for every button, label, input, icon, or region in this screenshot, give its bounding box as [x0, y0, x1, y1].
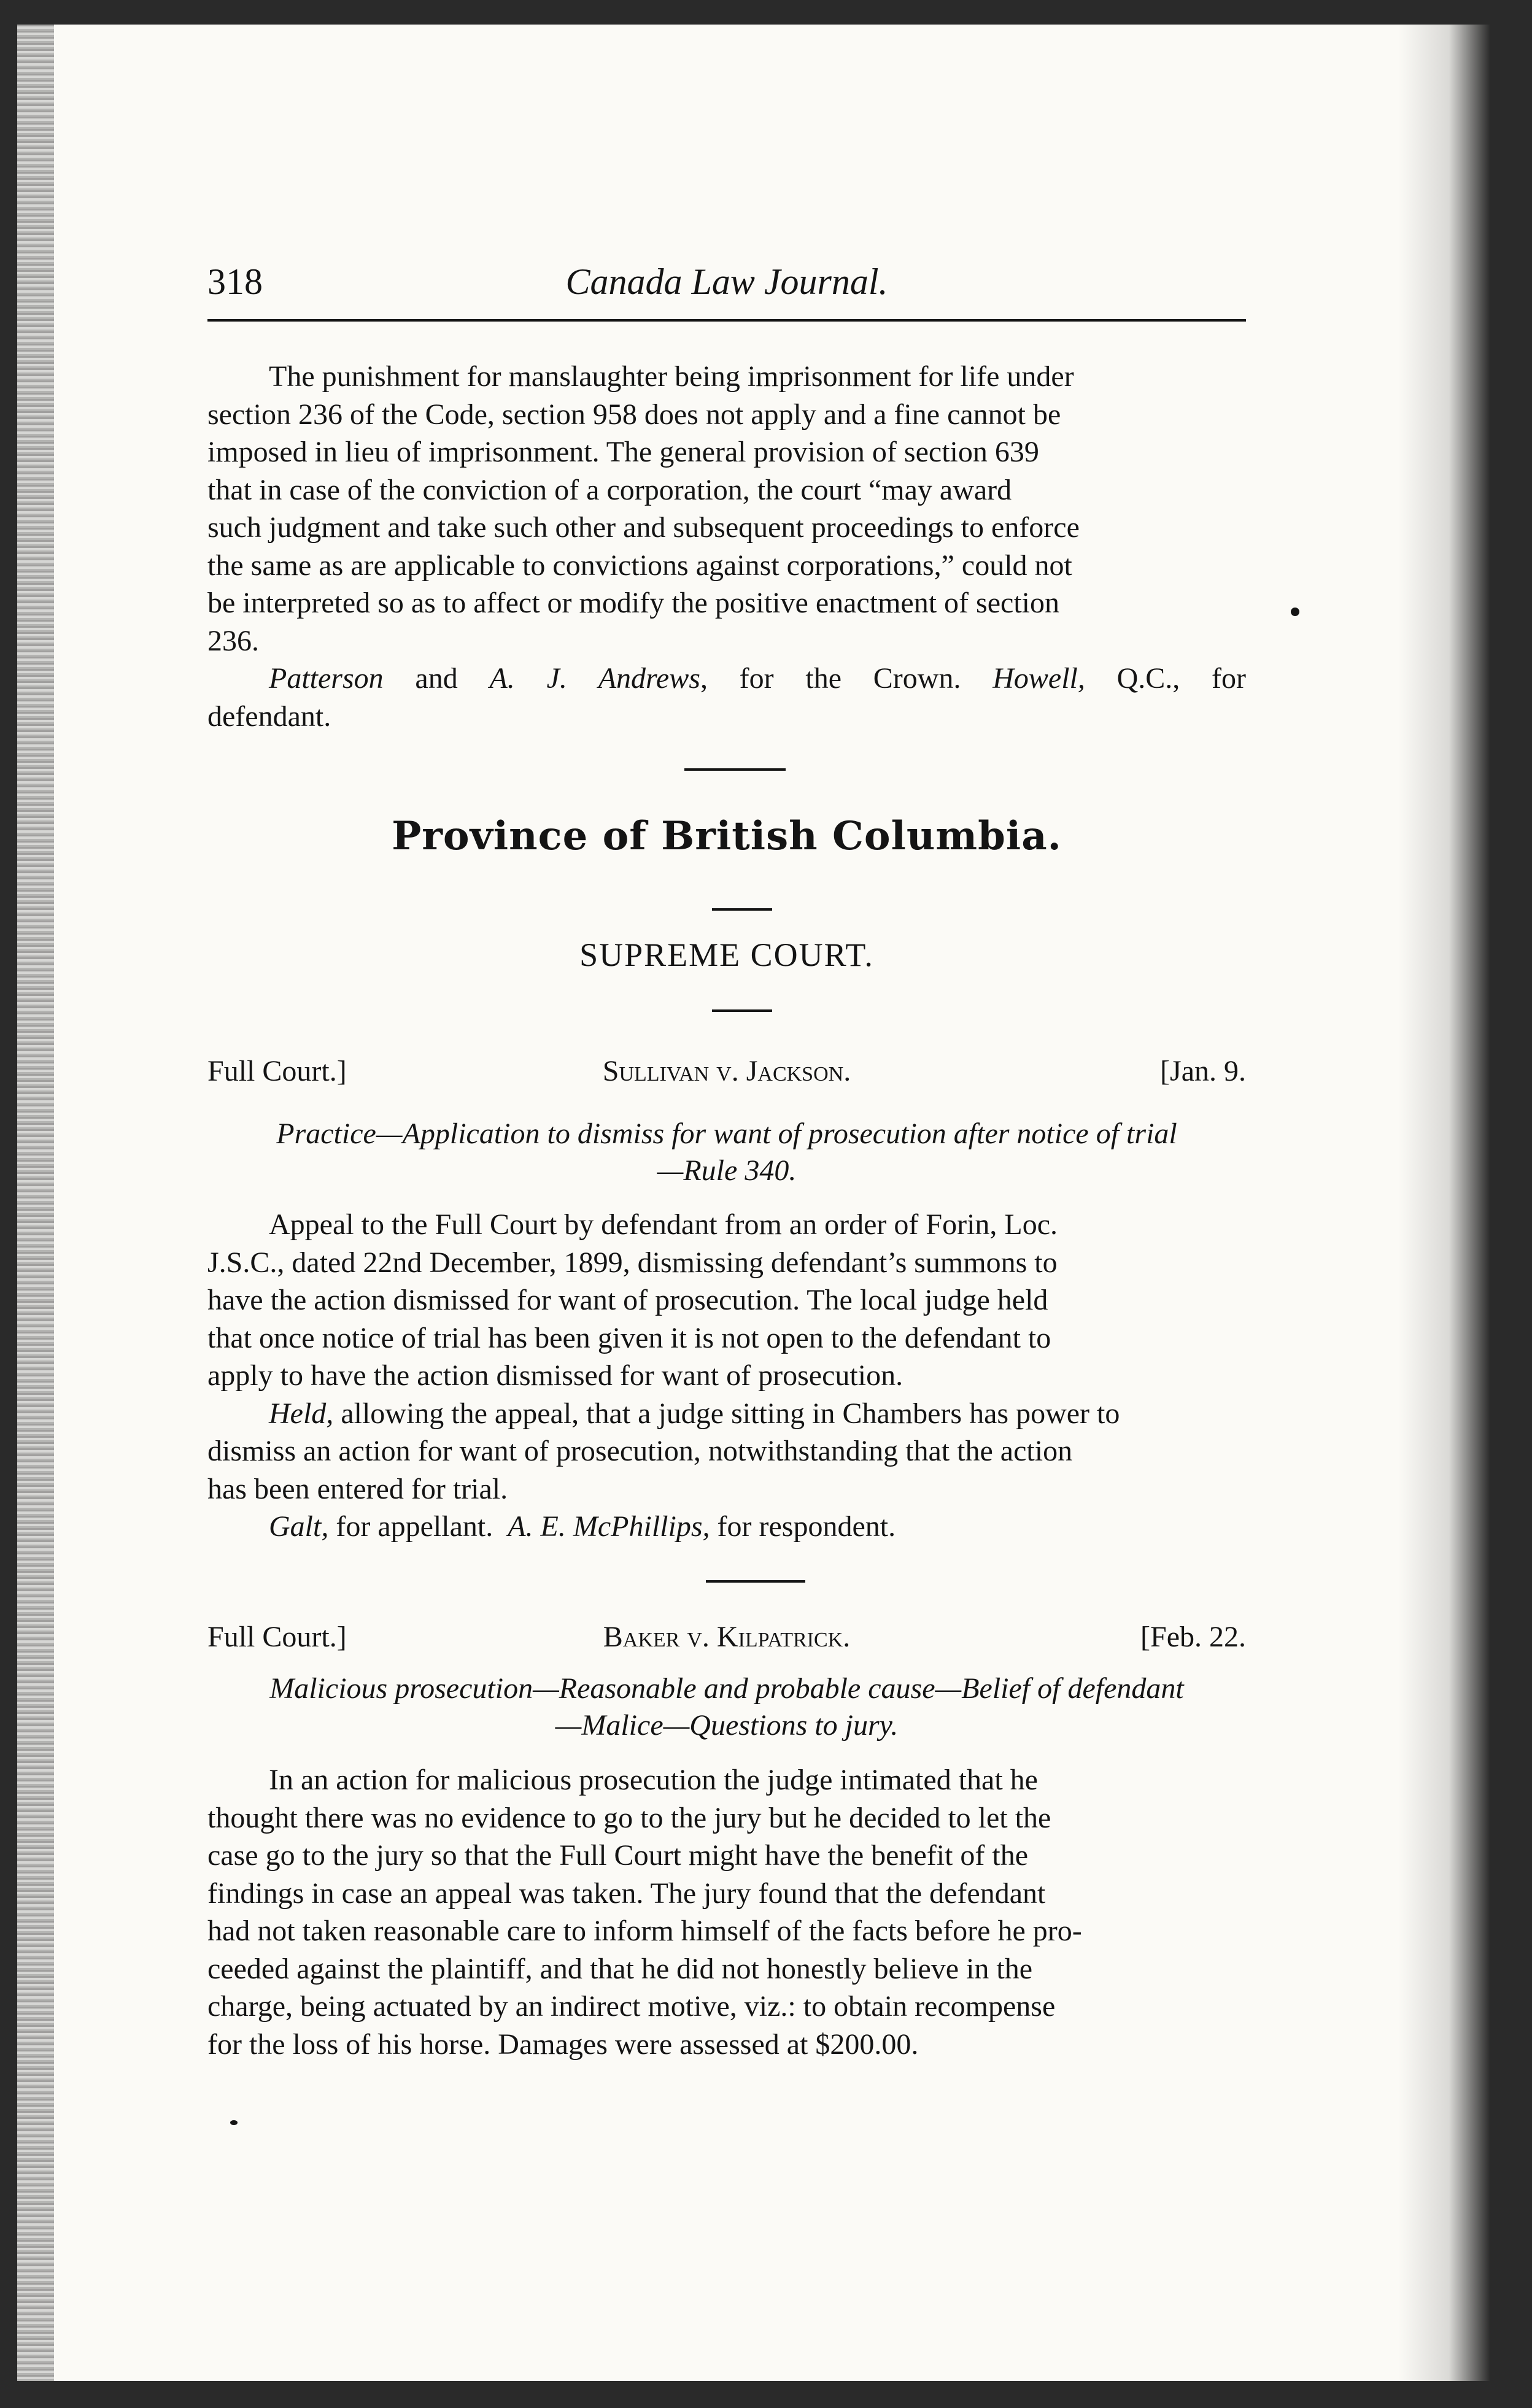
case-title: Sullivan v. Jackson. — [602, 1055, 851, 1087]
running-header — [207, 255, 1246, 322]
page-binding-edge — [17, 25, 54, 2381]
page-number: 318 — [207, 261, 263, 302]
section-divider — [706, 1580, 805, 1583]
subject-line: —Rule 340. — [657, 1154, 797, 1187]
section-divider — [684, 768, 786, 771]
section-divider — [712, 1009, 772, 1012]
case-date: [Feb. 22. — [1140, 1621, 1246, 1653]
scan-speck — [230, 2120, 238, 2125]
text-line: thought there was no evidence to go to the jury but he decided to let the — [207, 1801, 1051, 1834]
court-label: Full Court.] — [207, 1055, 347, 1087]
text-line: findings in case an appeal was taken. The jury found that the defendant — [207, 1877, 1046, 1910]
counsel-line — [207, 660, 1246, 698]
counsel-name: A. J. Andrews — [489, 662, 700, 695]
intro-paragraph — [207, 358, 1246, 735]
held-word: Held, — [269, 1397, 334, 1430]
case-subject — [207, 1116, 1246, 1189]
running-title: Canada Law Journal. — [565, 261, 888, 302]
text-line: has been entered for trial. — [207, 1472, 508, 1505]
counsel-text: Q.C., for — [1116, 662, 1247, 695]
court-label: Full Court.] — [207, 1621, 347, 1653]
text-line: be interpreted so as to affect or modify the positive enactment of section — [207, 587, 1059, 619]
text-line: imposed in lieu of imprisonment. The general provision of section 639 — [207, 436, 1039, 468]
subject-line: Malicious prosecution—Reasonable and probable cause—Belief of defendant — [269, 1672, 1184, 1705]
counsel-name: Galt, — [269, 1510, 329, 1543]
text-line: for the loss of his horse. Damages were assessed at $200.00. — [207, 2028, 919, 2061]
text-line: In an action for malicious prosecution the judge intimated that he — [269, 1764, 1038, 1796]
case-date: [Jan. 9. — [1160, 1055, 1246, 1087]
text-line: case go to the jury so that the Full Court might have the benefit of the — [207, 1839, 1029, 1872]
text-line: 236. — [207, 624, 259, 657]
scan-speck — [1291, 608, 1299, 616]
counsel-text: , for the Crown. — [700, 662, 961, 695]
text-line: the same as are applicable to convictions against corporations,” could not — [207, 549, 1072, 582]
text-line: J.S.C., dated 22nd December, 1899, dismissing defendant’s summons to — [207, 1246, 1058, 1279]
text-line: section 236 of the Code, section 958 does not apply and a fine cannot be — [207, 398, 1061, 431]
text-line: Appeal to the Full Court by defendant from an order of Forin, Loc. — [269, 1208, 1058, 1241]
text-line: had not taken reasonable care to inform himself of the facts before he pro- — [207, 1915, 1082, 1947]
text-line: dismiss an action for want of prosecution, notwithstanding that the action — [207, 1435, 1073, 1467]
counsel-text: for appellant. — [336, 1510, 493, 1543]
case-body — [207, 1761, 1246, 2063]
counsel-name: Howell, — [992, 662, 1085, 695]
text-line: The punishment for manslaughter being imprisonment for life under — [269, 360, 1074, 393]
province-heading: Province of British Columbia. — [392, 813, 1062, 859]
subject-line: Practice—Application to dismiss for want of prosecution after notice of trial — [276, 1117, 1177, 1150]
text-line: such judgment and take such other and subsequent proceedings to enforce — [207, 511, 1080, 544]
case-title: Baker v. Kilpatrick. — [603, 1621, 851, 1653]
counsel-line — [207, 1508, 1246, 1546]
counsel-text: for respondent. — [717, 1510, 896, 1543]
text-line: apply to have the action dismissed for want of prosecution. — [207, 1359, 903, 1392]
case-subject — [207, 1670, 1246, 1744]
text-line: allowing the appeal, that a judge sitting in Chambers has power to — [341, 1397, 1120, 1430]
page-shadow-edge — [1398, 25, 1490, 2381]
section-divider — [712, 908, 772, 911]
text-line: charge, being actuated by an indirect motive, viz.: to obtain recompense — [207, 1990, 1056, 2023]
text-line: have the action dismissed for want of prosecution. The local judge held — [207, 1284, 1048, 1316]
counsel-name: Patterson — [269, 662, 384, 695]
held-line — [207, 1395, 1246, 1433]
counsel-text: and — [415, 662, 458, 695]
text-line: ceeded against the plaintiff, and that he did not honestly believe in the — [207, 1952, 1033, 1985]
counsel-line: defendant. — [207, 700, 331, 733]
court-heading: SUPREME COURT. — [579, 936, 874, 973]
case-body — [207, 1206, 1246, 1546]
text-line: that once notice of trial has been given it is not open to the defendant to — [207, 1321, 1051, 1354]
counsel-name: A. E. McPhillips, — [508, 1510, 710, 1543]
text-line: that in case of the conviction of a corporation, the court “may award — [207, 473, 1012, 506]
subject-line: —Malice—Questions to jury. — [555, 1709, 899, 1742]
